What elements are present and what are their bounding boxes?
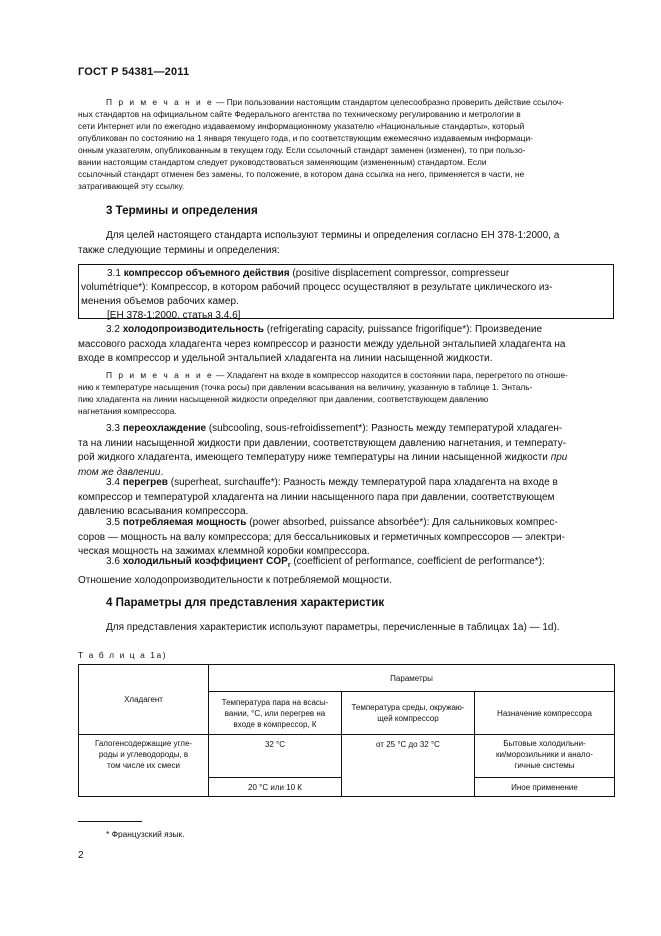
note-line: затрагивающей эту ссылку. bbox=[78, 181, 185, 191]
note-label: П р и м е ч а н и е bbox=[106, 370, 214, 380]
term-3-4 bbox=[78, 476, 614, 520]
term-name: компрессор объемного действия bbox=[123, 268, 290, 279]
term-3-4-line: компрессор и температурой хладагента на линии насыщенного пара при давлении, соответствующем bbox=[78, 491, 555, 503]
footnote-divider bbox=[78, 821, 142, 822]
cell-ambient-temperature: от 25 °С до 32 °С bbox=[342, 735, 475, 797]
table-header-row bbox=[79, 665, 615, 692]
page-number: 2 bbox=[78, 850, 84, 861]
term-name: потребляемая мощность bbox=[122, 517, 247, 528]
term-3-2-line: массового расхода хладагента через компрессор и разности между удельной энтальпией хладагента на bbox=[78, 338, 566, 350]
term-text: (coefficient of performance, coefficient de performance*): bbox=[293, 556, 545, 567]
term-3-6-line: Отношение холодопроизводительности к потребляемой мощности. bbox=[78, 574, 392, 586]
term-number: 3.3 bbox=[106, 423, 120, 434]
term-text: рой жидкого хладагента, имеющего температуру ниже температуры на линии насыщенной жидкости bbox=[78, 452, 548, 464]
cell-vapor-temperature: 32 °С bbox=[209, 735, 342, 778]
term-3-3-line bbox=[78, 451, 614, 466]
note-label: П р и м е ч а н и е bbox=[106, 97, 214, 107]
term-number: 3.4 bbox=[106, 477, 120, 488]
term-3-1-box bbox=[78, 264, 614, 319]
term-name: переохлаждение bbox=[122, 423, 207, 434]
term-3-4-line bbox=[78, 476, 614, 491]
term-text: (power absorbed, puissance absorbée*): Для сальниковых компрес- bbox=[249, 517, 558, 528]
term-name-text: холодильный коэффициент COP bbox=[122, 556, 288, 567]
table-row bbox=[79, 735, 615, 778]
section-4-heading: 4 Параметры для представления характеристик bbox=[106, 596, 385, 609]
note-line: пию хладагента на линии насыщенной жидкости определяют при давлении, соответствующем давлению bbox=[78, 394, 489, 404]
note-first-line bbox=[78, 369, 614, 381]
term-3-2 bbox=[78, 323, 614, 367]
header-refrigerant: Хладагент bbox=[79, 665, 209, 735]
note-first-line bbox=[78, 96, 614, 108]
note-line: ссылочный стандарт отменен без замены, то положение, в котором дана ссылка на него, применяется в части, не bbox=[78, 169, 525, 179]
section-3-intro bbox=[78, 229, 614, 258]
section-4-intro bbox=[78, 621, 614, 636]
term-3-5-line: соров — мощность на валу компрессора; для бессальниковых и герметичных компрессоров — электри- bbox=[78, 531, 565, 543]
term-number: 3.6 bbox=[106, 556, 120, 567]
term-text: (subcooling, sous-refroidissement*): Разность между температурой хладаген- bbox=[208, 423, 563, 434]
note-line: ных стандартов на официальном сайте Федерального агентства по техническому регулированию и метрологии в bbox=[78, 109, 521, 119]
parameters-table bbox=[78, 664, 615, 797]
term-3-3-line bbox=[78, 422, 614, 437]
term-3-1-reference: [ЕН 378-1:2000, статья 3.4.6] bbox=[107, 310, 241, 321]
term-text: (refrigerating capacity, puissance frigorifique*): Произведение bbox=[266, 324, 543, 335]
header-compressor-purpose: Назначение компрессора bbox=[475, 692, 615, 735]
term-text-italic: том же давлении bbox=[78, 466, 161, 478]
term-subscript: r bbox=[287, 562, 291, 569]
term-name: холодопроизводительность bbox=[122, 324, 264, 335]
note-text: — При пользовании настоящим стандартом целесообразно проверить действие ссылоч- bbox=[216, 97, 564, 107]
term-3-1-line: volumétrique*): Компрессор, в котором рабочий процесс осуществляют в результате циклического из- bbox=[81, 282, 553, 293]
term-text-italic: при bbox=[550, 452, 568, 464]
document-header-title: ГОСТ Р 54381—2011 bbox=[78, 66, 190, 78]
note-text: — Хладагент на входе в компрессор находится в состоянии пара, перегретого по отноше- bbox=[216, 370, 568, 380]
cell-refrigerant: Галогенсодержащие угле- роды и углеводороды, в том числе их смеси bbox=[79, 735, 209, 797]
header-parameters: Параметры bbox=[209, 665, 615, 692]
intro-line: также следующие термины и определения: bbox=[78, 244, 280, 256]
term-3-3 bbox=[78, 422, 614, 480]
term-3-2-line bbox=[78, 323, 614, 338]
term-text: (superheat, surchauffe*): Разность между температурой пара хладагента на входе в bbox=[170, 477, 558, 488]
note-line: нагнетания компрессора. bbox=[78, 406, 177, 416]
term-3-3-line: том же давлении. bbox=[78, 466, 164, 478]
table-caption: Т а б л и ц а 1а) bbox=[78, 650, 168, 660]
note-line: сети Интернет или по ежегодно издаваемому информационному указателю «Национальные стандарты», который bbox=[78, 121, 525, 131]
intro-line: Для представления характеристик используют параметры, перечисленные в таблицах 1а) — 1d). bbox=[106, 622, 560, 633]
term-number: 3.2 bbox=[106, 324, 120, 335]
term-3-3-line: та на линии насыщенной жидкости при давлении, соответствующем давлению нагнетания, и температу- bbox=[78, 437, 567, 449]
term-number: 3.5 bbox=[106, 517, 120, 528]
term-3-6-line bbox=[78, 555, 614, 574]
header-ambient-temperature: Температура среды, окружаю- щей компрессор bbox=[342, 692, 475, 735]
cell-compressor-purpose: Иное применение bbox=[475, 778, 615, 797]
term-3-1-line: менения объемов рабочих камер. bbox=[81, 296, 239, 307]
term-name bbox=[123, 556, 291, 567]
term-3-2-note bbox=[78, 369, 614, 417]
intro-line: Для целей настоящего стандарта используют термины и определения согласно ЕН 378-1:2000, а bbox=[106, 230, 560, 241]
cell-vapor-temperature: 20 °С или 10 К bbox=[209, 778, 342, 797]
note-line: опубликован по состоянию на 1 января текущего года, и по соответствующим ежемесячно издаваемым информаци- bbox=[78, 133, 533, 143]
header-vapor-temperature: Температура пара на всасы- вании, °С, или перегрев на входе в компрессор, К bbox=[209, 692, 342, 735]
term-text: (positive displacement compressor, compresseur bbox=[292, 268, 510, 279]
term-3-2-line: входе в компрессор и удельной энтальпией хладагента на линии насыщенной жидкости. bbox=[78, 353, 493, 365]
term-3-6 bbox=[78, 555, 614, 588]
term-3-1-line bbox=[81, 267, 611, 281]
cell-compressor-purpose: Бытовые холодильни- ки/морозильники и анало- гичные системы bbox=[475, 735, 615, 778]
note-line: нию к температуре насыщения (точка росы) при давлении всасывания на величину, указанную в таблице 1. Энталь- bbox=[78, 382, 533, 392]
term-3-5-line: ческая мощность на зажимах клеммной коробки компрессора. bbox=[78, 546, 370, 558]
section-3-heading: 3 Термины и определения bbox=[106, 204, 258, 217]
note-line: онным указателям, опубликованным в текущем году. Если ссылочный стандарт заменен (изменен), то при пользо- bbox=[78, 145, 526, 155]
footnote: * Французский язык. bbox=[106, 829, 185, 839]
term-number: 3.1 bbox=[107, 268, 121, 279]
reference-note bbox=[78, 96, 614, 192]
term-3-4-line: давлению всасывания компрессора. bbox=[78, 506, 249, 518]
term-3-5 bbox=[78, 516, 614, 560]
note-line: вании настоящим стандартом следует руководствоваться заменяющим (измененным) стандартом. Если bbox=[78, 157, 487, 167]
term-name: перегрев bbox=[122, 477, 168, 488]
term-3-5-line bbox=[78, 516, 614, 531]
